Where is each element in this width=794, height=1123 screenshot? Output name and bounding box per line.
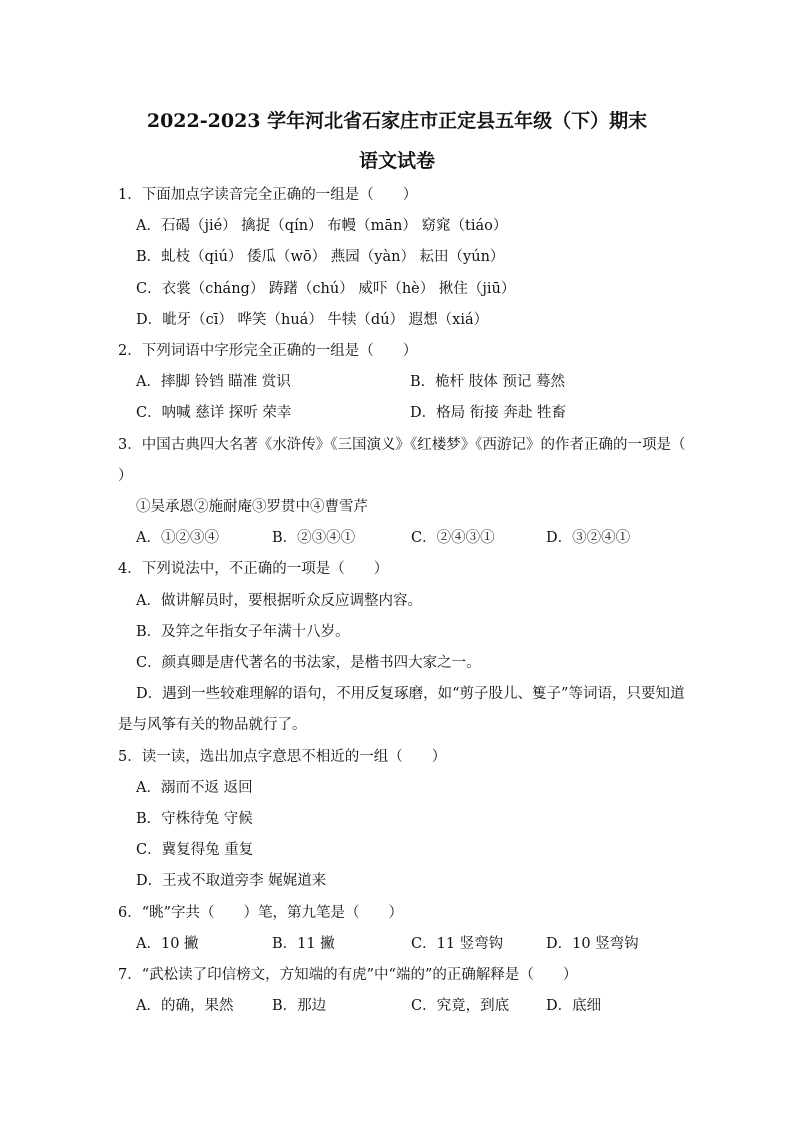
q2-option-b: B．桅杆 肢体 预记 蓦然 — [410, 374, 565, 390]
q5-option-c: C．冀复得兔 重复 — [136, 842, 254, 858]
q4-option-c: C．颜真卿是唐代著名的书法家，是楷书四大家之一。 — [136, 655, 481, 671]
q6-option-c: C．11 竖弯钩 — [411, 936, 504, 952]
q7-option-c: C．究竟，到底 — [411, 998, 510, 1014]
q3-option-b: B．②③④① — [272, 530, 356, 546]
q3-authors: ①吴承恩②施耐庵③罗贯中④曹雪芹 — [136, 499, 368, 515]
q1-option-c: C．衣裳（cháng） 踌躇（chú） 威吓（hè） 揪住（jiū） — [136, 281, 516, 297]
q7-stem: 7．“武松读了印信榜文，方知端的有虎”中“端的”的正确解释是（ ） — [118, 967, 578, 983]
q1-option-b: B．虬枝（qiú） 倭瓜（wō） 燕园（yàn） 耘田（yún） — [136, 249, 505, 265]
q4-option-b: B．及笄之年指女子年满十八岁。 — [136, 624, 350, 640]
q6-option-d: D．10 竖弯钩 — [546, 936, 639, 952]
q7-option-d: D．底细 — [546, 998, 602, 1014]
q6-stem: 6．“眺”字共（ ）笔，第九笔是（ ） — [118, 905, 404, 921]
q4-option-d: D．遇到一些较难理解的语句，不用反复琢磨，如“剪子股儿、篗子”等词语，只要知道 — [136, 686, 685, 702]
q5-option-b: B．守株待兔 守候 — [136, 811, 253, 827]
q3-option-d: D．③②④① — [546, 530, 631, 546]
page-title-line1: 2022-2023 学年河北省石家庄市正定县五年级（下）期末 — [146, 110, 648, 132]
q4-option-d-cont: 是与风筝有关的物品就行了。 — [118, 717, 307, 733]
q6-option-b: B．11 撇 — [272, 936, 335, 952]
q5-option-d: D．王戎不取道旁李 娓娓道来 — [136, 873, 327, 889]
q3-stem: 3．中国古典四大名著《水浒传》《三国演义》《红楼梦》《西游记》的作者正确的一项是（ — [118, 437, 686, 453]
q1-stem: 1．下面加点字读音完全正确的一组是（ ） — [118, 187, 418, 203]
q2-stem: 2．下列词语中字形完全正确的一组是（ ） — [118, 343, 418, 359]
q4-stem: 4．下列说法中，不正确的一项是（ ） — [118, 561, 389, 577]
q6-option-a: A．10 撇 — [136, 936, 199, 952]
q2-option-c: C．呐喊 慈详 探听 荣幸 — [136, 405, 292, 421]
q4-option-a: A．做讲解员时，要根据听众反应调整内容。 — [136, 593, 422, 609]
q3-option-c: C．②④③① — [411, 530, 495, 546]
q7-option-b: B．那边 — [272, 998, 327, 1014]
q2-option-d: D．格局 衔接 奔赴 牲畜 — [410, 405, 566, 421]
q2-option-a: A．摔脚 铃铛 瞄准 赏识 — [136, 374, 291, 390]
q1-option-d: D．呲牙（cī） 哗笑（huá） 牛犊（dú） 遐想（xiá） — [136, 312, 489, 328]
q3-stem-cont: ） — [118, 468, 133, 484]
q5-stem: 5．读一读，选出加点字意思不相近的一组（ ） — [118, 749, 447, 765]
q5-option-a: A．溺而不返 返回 — [136, 780, 253, 796]
q7-option-a: A．的确，果然 — [136, 998, 234, 1014]
page-title-line2: 语文试卷 — [358, 150, 435, 172]
q1-option-a: A．石碣（jié） 擒捉（qín） 布幔（mān） 窈窕（tiáo） — [136, 218, 508, 234]
q3-option-a: A．①②③④ — [136, 530, 219, 546]
